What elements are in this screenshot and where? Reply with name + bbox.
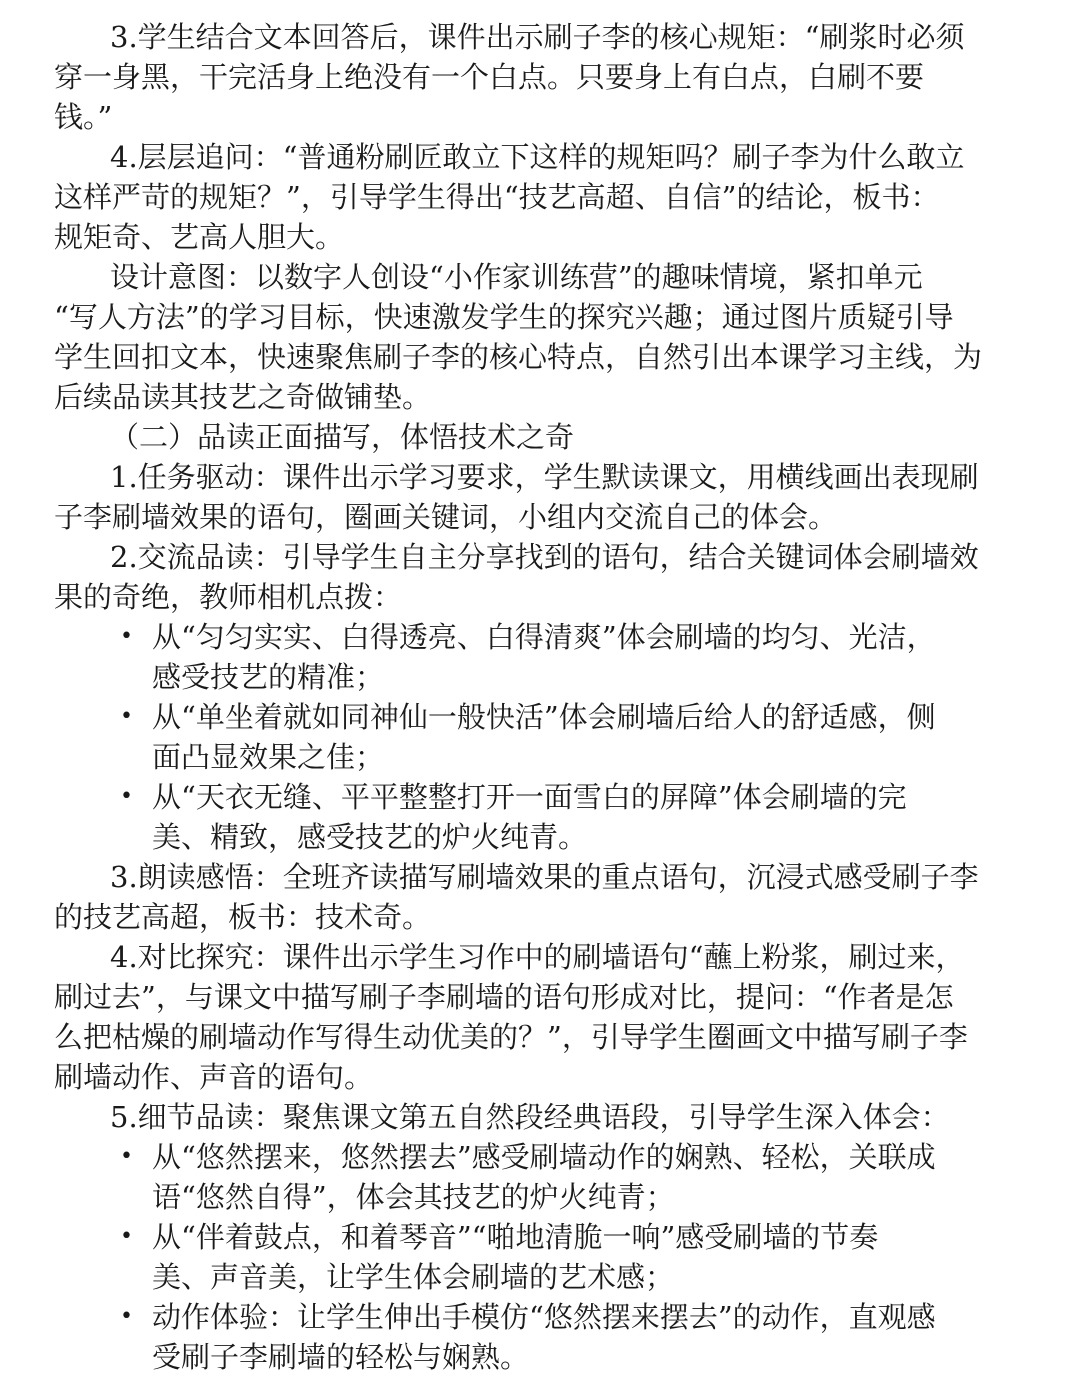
text-line: 1.任务驱动：课件出示学习要求，学生默读课文，用横线画出表现刷: [110, 460, 979, 494]
bullet-text-line: 感受技艺的精准；: [152, 660, 385, 694]
text-line: 么把枯燥的刷墙动作写得生动优美的？”，引导学生圈画文中描写刷子李: [54, 1020, 968, 1054]
bullet-text-line: 美、声音美，让学生体会刷墙的艺术感；: [152, 1260, 675, 1294]
bullet-marker: •: [120, 1224, 133, 1249]
bullet-text-line: 动作体验：让学生伸出手模仿“悠然摆来摆去”的动作，直观感: [152, 1300, 936, 1334]
bullet-marker: •: [120, 704, 133, 729]
text-line: 刷墙动作、声音的语句。: [54, 1060, 374, 1094]
bullet-text-line: 从“匀匀实实、白得透亮、白得清爽”体会刷墙的均匀、光洁，: [152, 620, 936, 654]
text-line: 果的奇绝，教师相机点拨：: [54, 580, 403, 614]
text-line: 钱。”: [54, 100, 113, 134]
text-line: 4.层层追问：“普通粉刷匠敢立下这样的规矩吗？刷子李为什么敢立: [110, 140, 965, 174]
text-line: 5.细节品读：聚焦课文第五自然段经典语段，引导学生深入体会：: [110, 1100, 950, 1134]
bullet-marker: •: [120, 1144, 133, 1169]
text-line: 规矩奇、艺高人胆大。: [54, 220, 345, 254]
text-line: “写人方法”的学习目标，快速激发学生的探究兴趣；通过图片质疑引导: [54, 300, 954, 334]
text-line: 穿一身黑，干完活身上绝没有一个白点。只要身上有白点，白刷不要: [54, 60, 925, 94]
bullet-text-line: 从“单坐着就如同神仙一般快活”体会刷墙后给人的舒适感，侧: [152, 700, 936, 734]
bullet-marker: •: [120, 624, 133, 649]
text-line: 这样严苛的规矩？”，引导学生得出“技艺高超、自信”的结论，板书：: [54, 180, 940, 214]
bullet-text-line: 从“伴着鼓点，和着琴音”“啪地清脆一响”感受刷墙的节奏: [152, 1220, 879, 1254]
text-line: 的技艺高超，板书：技术奇。: [54, 900, 432, 934]
bullet-text-line: 语“悠然自得”，体会其技艺的炉火纯青；: [152, 1180, 675, 1214]
bullet-text-line: 美、精致，感受技艺的炉火纯青。: [152, 820, 588, 854]
text-line: 3.朗读感悟：全班齐读描写刷墙效果的重点语句，沉浸式感受刷子李: [110, 860, 979, 894]
text-line: 2.交流品读：引导学生自主分享找到的语句，结合关键词体会刷墙效: [110, 540, 979, 574]
text-line: 刷过去”，与课文中描写刷子李刷墙的语句形成对比，提问：“作者是怎: [54, 980, 954, 1014]
bullet-text-line: 从“悠然摆来，悠然摆去”感受刷墙动作的娴熟、轻松，关联成: [152, 1140, 936, 1174]
bullet-marker: •: [120, 1304, 133, 1329]
bullet-text-line: 受刷子李刷墙的轻松与娴熟。: [152, 1340, 530, 1374]
bullet-text-line: 面凸显效果之佳；: [152, 740, 385, 774]
text-line: 子李刷墙效果的语句，圈画关键词，小组内交流自己的体会。: [54, 500, 838, 534]
text-line: 3.学生结合文本回答后，课件出示刷子李的核心规矩：“刷浆时必须: [110, 20, 965, 54]
section-heading: （二）品读正面描写，体悟技术之奇: [110, 420, 575, 454]
text-line: 4.对比探究：课件出示学生习作中的刷墙语句“蘸上粉浆，刷过来，: [110, 940, 965, 974]
text-line: 学生回扣文本，快速聚焦刷子李的核心特点，自然引出本课学习主线，为: [54, 340, 983, 374]
bullet-marker: •: [120, 784, 133, 809]
bullet-text-line: 从“天衣无缝、平平整整打开一面雪白的屏障”体会刷墙的完: [152, 780, 907, 814]
text-line: 后续品读其技艺之奇做铺垫。: [54, 380, 432, 414]
text-line: 设计意图：以数字人创设“小作家训练营”的趣味情境，紧扣单元: [110, 260, 923, 294]
